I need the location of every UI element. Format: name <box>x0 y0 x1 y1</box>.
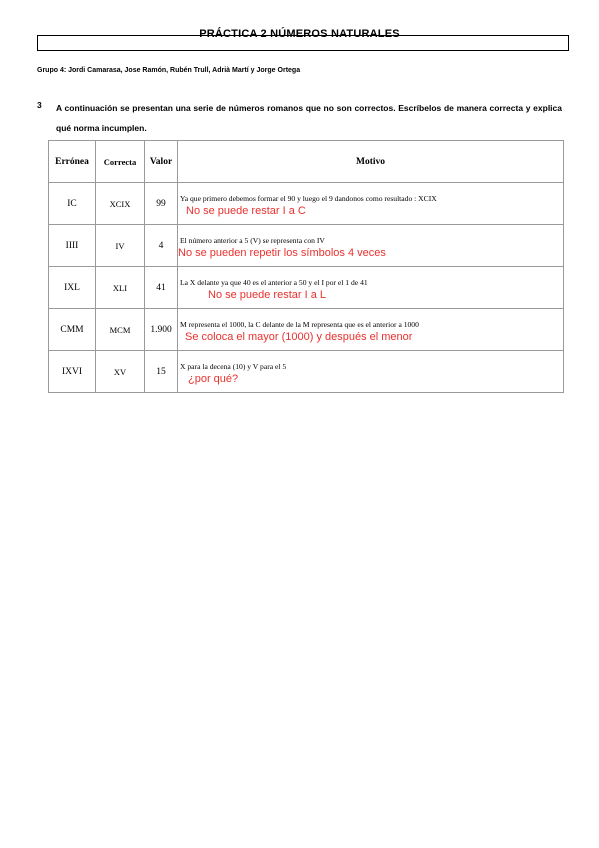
table-row <box>49 267 564 309</box>
cell-valor: 1.900 <box>145 309 178 351</box>
header-correcta: Correcta <box>96 141 145 183</box>
motivo-text: El número anterior a 5 (V) se representa con IV <box>180 236 325 245</box>
handwritten-note: ¿por qué? <box>188 373 239 385</box>
motivo-text: Ya que primero debemos formar el 90 y luego el 9 dandonos como resultado : XCIX <box>180 194 437 203</box>
cell-correcta: XCIX <box>96 183 145 225</box>
table-row <box>49 183 564 225</box>
handwritten-note: Se coloca el mayor (1000) y después el menor <box>185 331 413 343</box>
cell-motivo <box>178 309 564 351</box>
header-valor: Valor <box>145 141 178 183</box>
cell-erronea: IXL <box>49 267 96 309</box>
handwritten-note: No se pueden repetir los símbolos 4 veces <box>178 247 386 259</box>
question-text: A continuación se presentan una serie de números romanos que no son correctos. Escríbelos de manera correcta y explica qué norma incumplen. <box>56 103 562 133</box>
cell-valor: 41 <box>145 267 178 309</box>
document-title: PRÁCTICA 2 NÚMEROS NATURALES <box>199 28 400 40</box>
cell-motivo <box>178 351 564 393</box>
motivo-text: X para la decena (10) y V para el 5 <box>180 362 287 371</box>
cell-erronea: CMM <box>49 309 96 351</box>
handwritten-note: No se puede restar I a C <box>186 205 306 217</box>
cell-valor: 4 <box>145 225 178 267</box>
group-members: Grupo 4: Jordi Camarasa, Jose Ramón, Rubén Trull, Adrià Martí y Jorge Ortega <box>37 67 301 74</box>
table-header-row <box>49 141 564 183</box>
cell-motivo <box>178 267 564 309</box>
cell-correcta: XV <box>96 351 145 393</box>
header-motivo: Motivo <box>178 141 564 183</box>
motivo-text: M representa el 1000, la C delante de la M representa que es el anterior a 1000 <box>180 320 419 329</box>
table-row <box>49 225 564 267</box>
question-number: 3 <box>37 100 42 110</box>
cell-correcta: IV <box>96 225 145 267</box>
cell-erronea: IIII <box>49 225 96 267</box>
roman-numerals-table <box>48 140 564 393</box>
header-erronea: Errónea <box>49 141 96 183</box>
cell-correcta: MCM <box>96 309 145 351</box>
table-row <box>49 351 564 393</box>
cell-valor: 99 <box>145 183 178 225</box>
cell-erronea: IC <box>49 183 96 225</box>
cell-correcta: XLI <box>96 267 145 309</box>
cell-valor: 15 <box>145 351 178 393</box>
cell-erronea: IXVI <box>49 351 96 393</box>
cell-motivo <box>178 225 564 267</box>
motivo-text: La X delante ya que 40 es el anterior a 50 y el I por el 1 de 41 <box>180 278 368 287</box>
handwritten-note: No se puede restar I a L <box>208 289 327 301</box>
cell-motivo <box>178 183 564 225</box>
table-row <box>49 309 564 351</box>
